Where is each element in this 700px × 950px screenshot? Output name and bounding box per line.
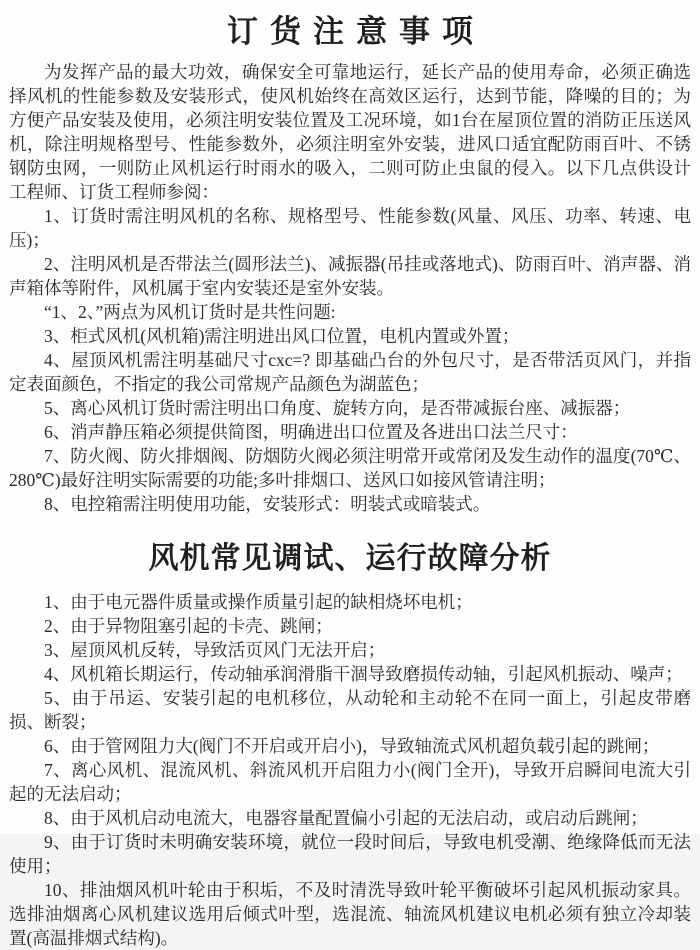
section2-title: 风机常见调试、运行故障分析 — [148, 542, 552, 575]
paragraph: 6、消声静压箱必须提供简图，明确进出口位置及各进出口法兰尺寸： — [44, 422, 578, 442]
paragraph: 3、屋顶风机反转，导致活页风门无法开启； — [44, 640, 386, 660]
paragraph: 10、排油烟风机叶轮由于积垢，不及时清洗导致叶轮平衡破坏引起风机振动家具。选排油烟离心风机建议选用后倾式叶型，选混流、轴流风机建议电机必须有独立冷却装置(高温排烟式结构)。 — [9, 880, 691, 948]
paragraph: 8、由于风机启动电流大，电器容量配置偏小引起的无法启动，或启动后跳闸； — [44, 808, 648, 828]
paragraph: 4、屋顶风机需注明基础尺寸cxc=? 即基础凸台的外包尺寸，是否带活页风门，并指定表面颜色，不指定的我公司常规产品颜色为湖蓝色； — [9, 350, 691, 394]
paragraph: 4、风机箱长期运行，传动轴承润滑脂干涸导致磨损传动轴，引起风机振动、噪声； — [44, 664, 683, 684]
paragraph: 7、防火阀、防火排烟阀、防烟防火阀必须注明常开或常闭及发生动作的温度(70℃、280℃)最好注明实际需要的功能;多叶排烟口、送风口如接风管请注明； — [9, 446, 691, 490]
paragraph: 6、由于管网阻力大(阀门不开启或开启小)，导致轴流式风机超负载引起的跳闸； — [44, 736, 660, 756]
paragraph: 1、由于电元器件质量或操作质量引起的缺相烧坏电机； — [44, 592, 473, 612]
paragraph: 1、订货时需注明风机的名称、规格型号、性能参数(风量、风压、功率、转速、电压)； — [9, 206, 691, 250]
paragraph: “1、2、”两点为风机订货时是共性问题: — [44, 302, 336, 322]
paragraph: 9、由于订货时未明确安装环境，就位一段时间后，导致电机受潮、绝缘降低而无法使用； — [9, 832, 691, 876]
section1-title: 订货注意事项 — [227, 14, 485, 49]
section1-body — [9, 60, 691, 516]
paragraph: 为发挥产品的最大功效，确保安全可靠地运行，延长产品的使用寿命，必须正确选择风机的性能参数及安装形式，使风机始终在高效区运行，达到节能，降噪的目的；为方便产品安装及使用，必须注明安装位置及工况环境，如1台在屋顶位置的消防正压送风机，除注明规格型号、性能参数外，必须注明室外安装，进风口适宜配防雨百叶、不锈钢防虫网，一则防止风机运行时雨水的吸入，二则可防止虫鼠的侵入。以下几点供设计工程师、订货工程师参阅： — [9, 62, 691, 202]
paragraph: 5、由于吊运、安装引起的电机移位，从动轮和主动轮不在同一面上，引起皮带磨损、断裂； — [9, 688, 691, 732]
paragraph: 5、离心风机订货时需注明出口角度、旋转方向，是否带减振台座、减振器； — [44, 398, 631, 418]
paragraph: 7、离心风机、混流风机、斜流风机开启阻力小(阀门全开)，导致开启瞬间电流大引起的无法启动； — [9, 760, 691, 804]
section2-body — [9, 590, 691, 950]
paragraph: 8、电控箱需注明使用功能，安装形式：明装式或暗装式。 — [44, 494, 491, 514]
paragraph: 2、由于异物阻塞引起的卡壳、跳闸； — [44, 616, 333, 636]
paragraph: 2、注明风机是否带法兰(圆形法兰)、减振器(吊挂或落地式)、防雨百叶、消声器、消声箱体等附件，风机属于室内安装还是室外安装。 — [9, 254, 691, 298]
paragraph: 3、柜式风机(风机箱)需注明进出风口位置，电机内置或外置； — [44, 326, 520, 346]
